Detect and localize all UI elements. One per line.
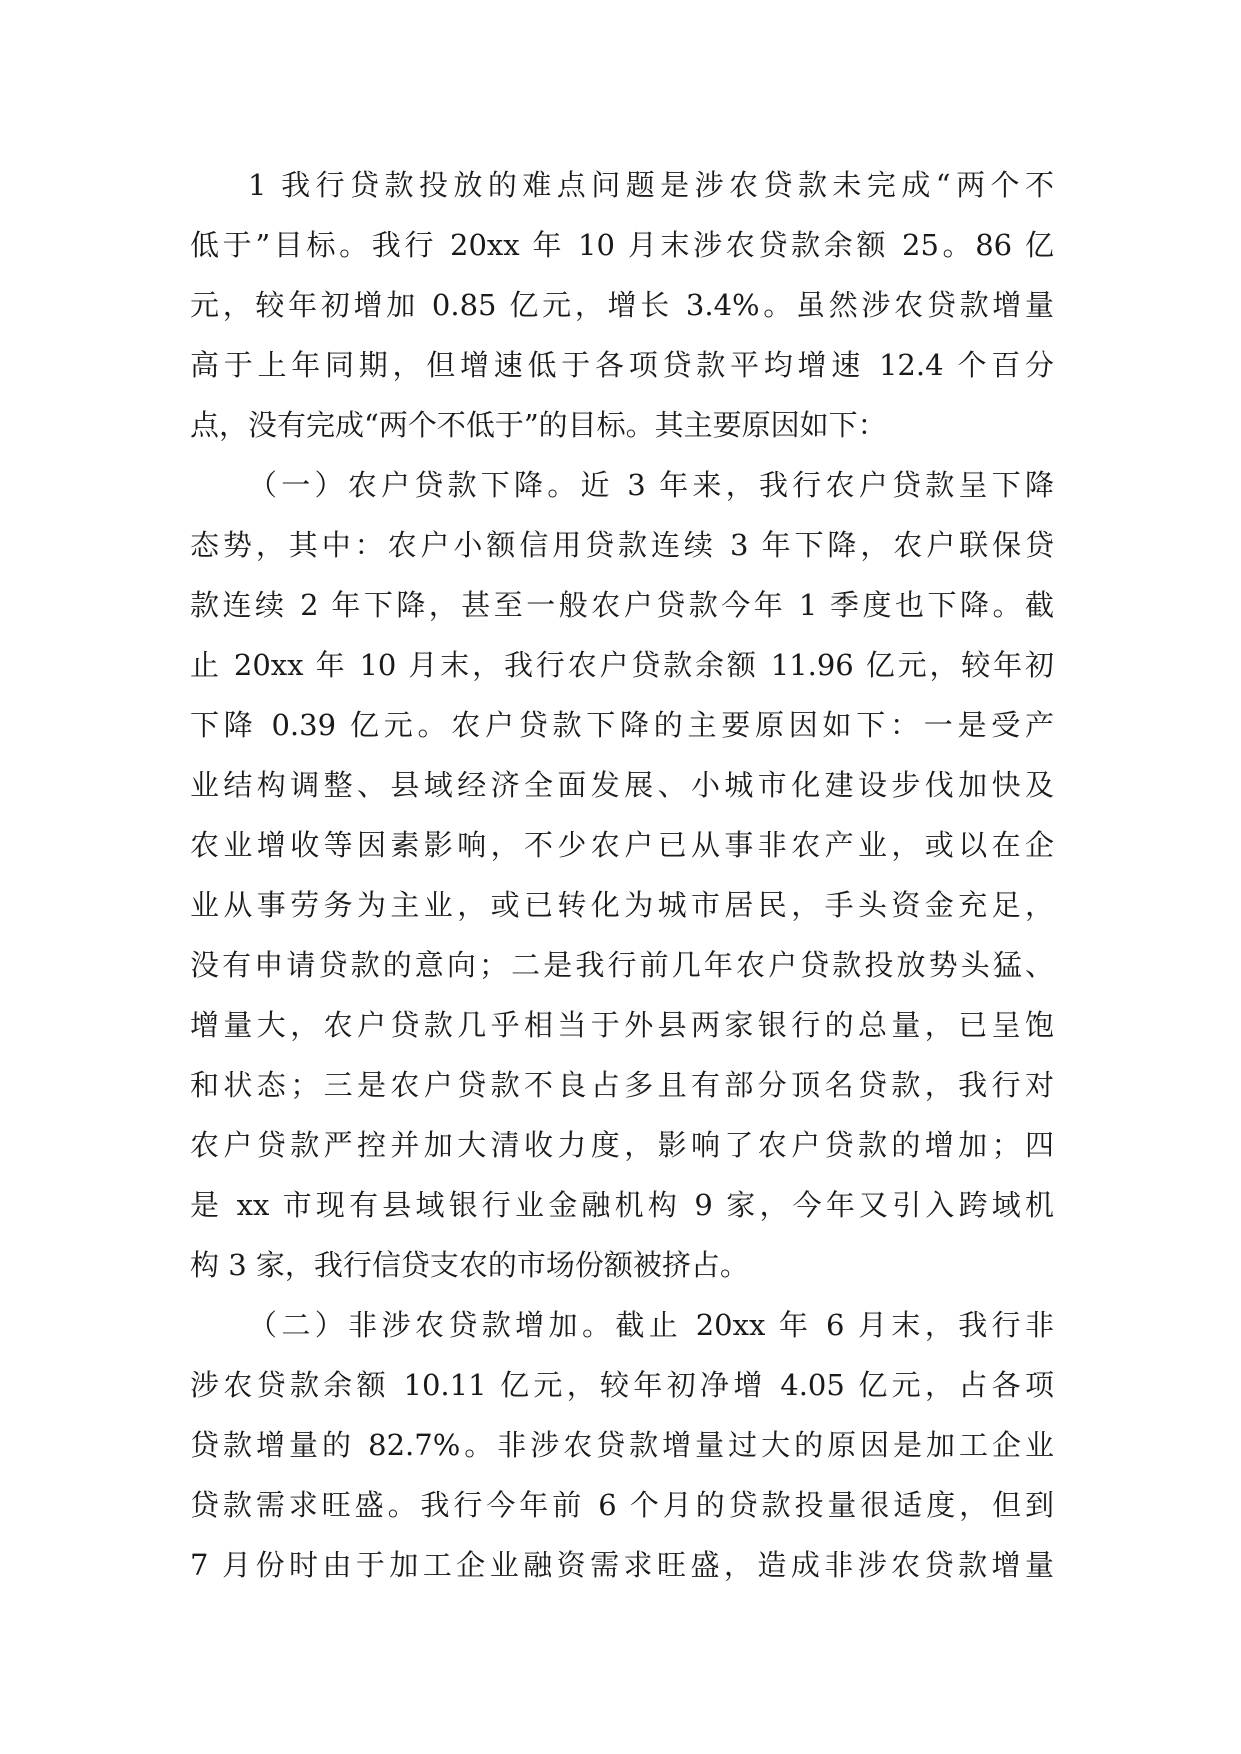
paragraph-1-line-5: 点，没有完成“两个不低于”的目标。其主要原因如下： <box>190 408 887 442</box>
paragraph-2-line-5: 下降 0.39 亿元。农户贷款下降的主要原因如下：一是受产 <box>190 708 1054 742</box>
paragraph-2-line-9: 没有申请贷款的意向；二是我行前几年农户贷款投放势头猛、 <box>190 948 1054 982</box>
paragraph-2-line-6: 业结构调整、县域经济全面发展、小城市化建设步伐加快及 <box>190 768 1054 802</box>
paragraph-1-line-1: 1 我行贷款投放的难点问题是涉农贷款未完成“两个不 <box>248 168 1054 202</box>
paragraph-2-line-10: 增量大，农户贷款几乎相当于外县两家银行的总量，已呈饱 <box>190 1008 1054 1042</box>
paragraph-2-line-4: 止 20xx 年 10 月末，我行农户贷款余额 11.96 亿元，较年初 <box>190 648 1054 682</box>
paragraph-2-line-12: 农户贷款严控并加大清收力度，影响了农户贷款的增加；四 <box>190 1128 1054 1162</box>
paragraph-2-line-1: （一）农户贷款下降。近 3 年来，我行农户贷款呈下降 <box>248 468 1054 502</box>
paragraph-2-line-2: 态势，其中：农户小额信用贷款连续 3 年下降，农户联保贷 <box>190 528 1054 562</box>
document-body <box>190 155 1054 1595</box>
paragraph-2-line-13: 是 xx 市现有县域银行业金融机构 9 家，今年又引入跨域机 <box>190 1188 1054 1222</box>
paragraph-3-line-5: 7 月份时由于加工企业融资需求旺盛，造成非涉农贷款增量 <box>190 1548 1054 1582</box>
paragraph-2-line-3: 款连续 2 年下降，甚至一般农户贷款今年 1 季度也下降。截 <box>190 588 1054 622</box>
paragraph-1-line-3: 元，较年初增加 0.85 亿元，增长 3.4%。虽然涉农贷款增量 <box>190 288 1054 322</box>
paragraph-3-line-4: 贷款需求旺盛。我行今年前 6 个月的贷款投量很适度，但到 <box>190 1488 1054 1522</box>
paragraph-1-line-4: 高于上年同期，但增速低于各项贷款平均增速 12.4 个百分 <box>190 348 1054 382</box>
paragraph-3-line-3: 贷款增量的 82.7%。非涉农贷款增量过大的原因是加工企业 <box>190 1428 1054 1462</box>
paragraph-1-line-2: 低于”目标。我行 20xx 年 10 月末涉农贷款余额 25。86 亿 <box>190 228 1054 262</box>
paragraph-2-line-11: 和状态；三是农户贷款不良占多且有部分顶名贷款，我行对 <box>190 1068 1054 1102</box>
paragraph-2-line-7: 农业增收等因素影响，不少农户已从事非农产业，或以在企 <box>190 828 1054 862</box>
paragraph-2-line-14: 构 3 家，我行信贷支农的市场份额被挤占。 <box>190 1248 749 1282</box>
paragraph-3-line-2: 涉农贷款余额 10.11 亿元，较年初净增 4.05 亿元，占各项 <box>190 1368 1054 1402</box>
paragraph-3-line-1: （二）非涉农贷款增加。截止 20xx 年 6 月末，我行非 <box>248 1308 1054 1342</box>
paragraph-2-line-8: 业从事劳务为主业，或已转化为城市居民，手头资金充足， <box>190 888 1054 922</box>
